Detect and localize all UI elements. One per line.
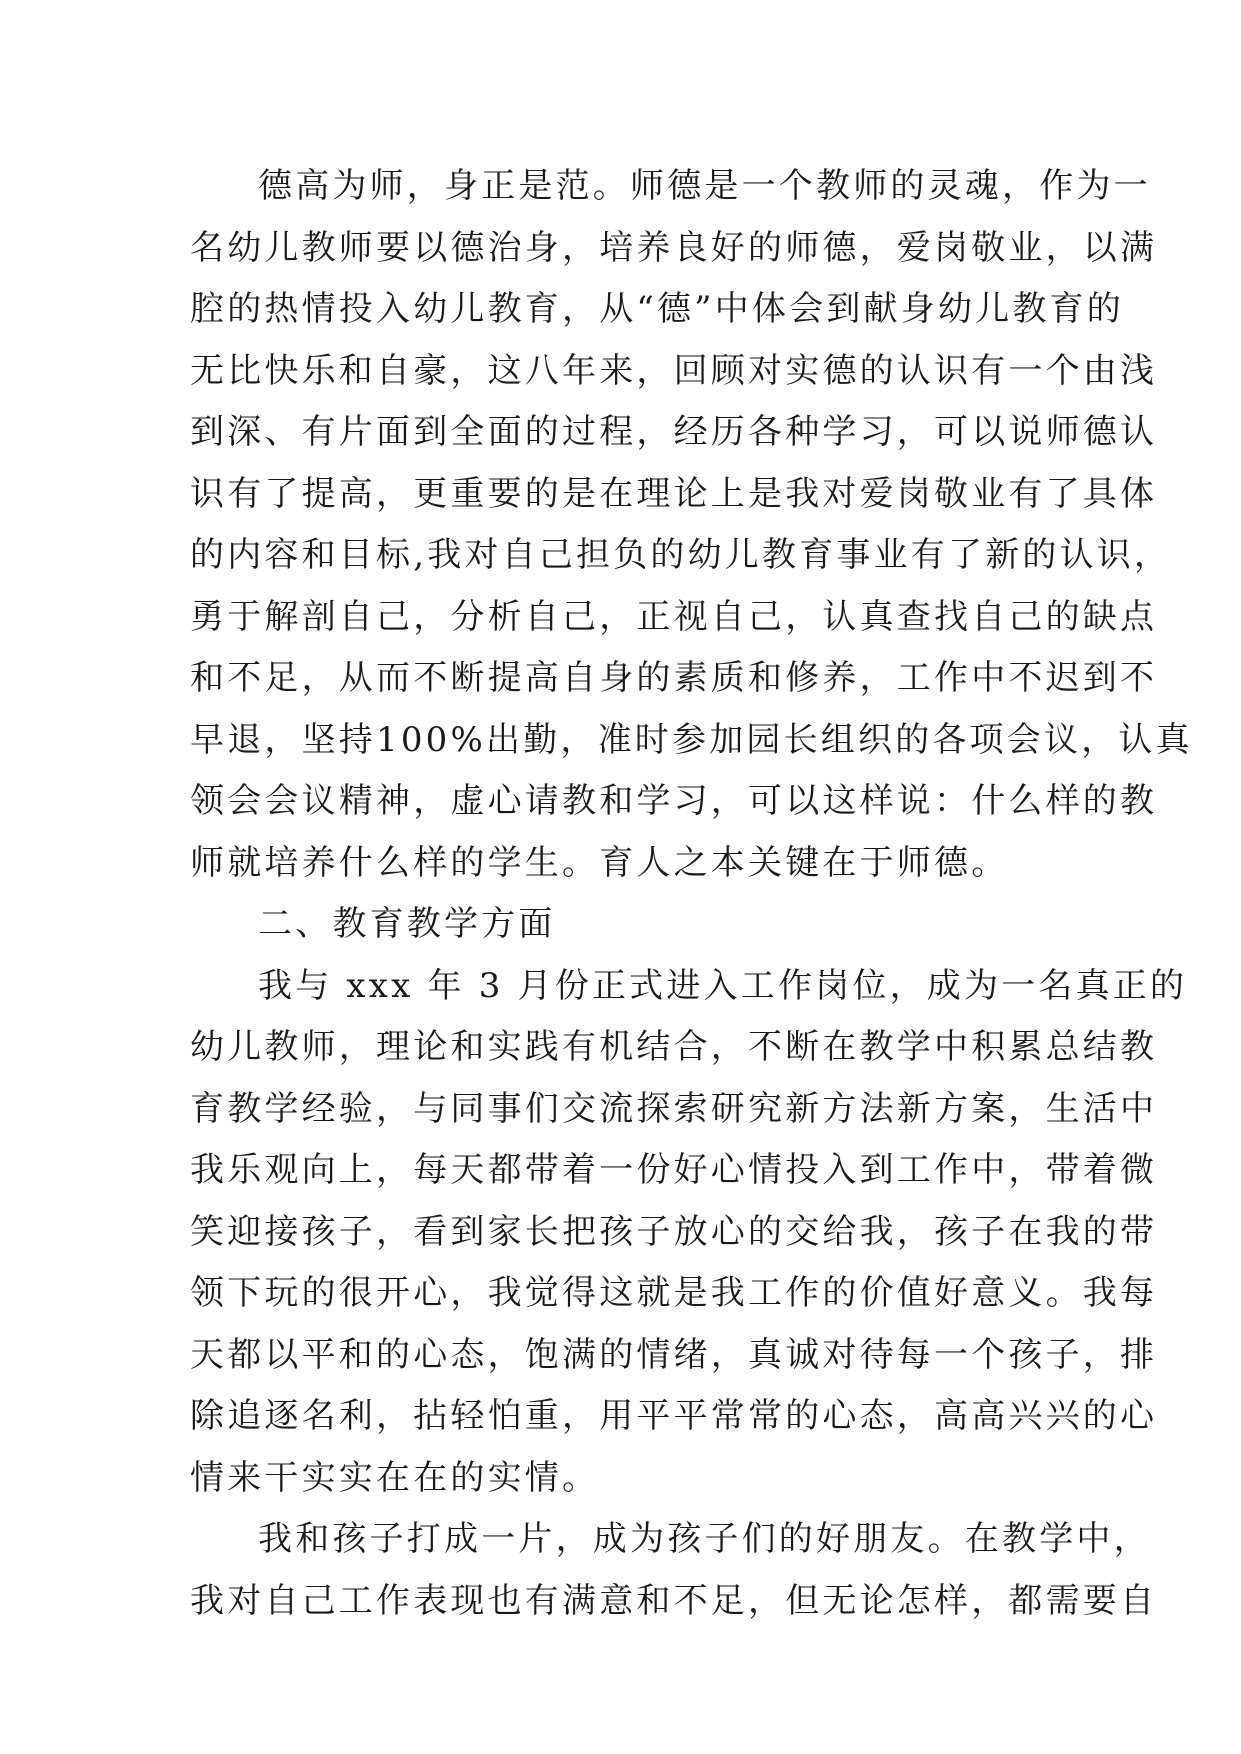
body-text xyxy=(190,156,1193,1632)
text-line: 无比快乐和自豪，这八年来，回顾对实德的认识有一个由浅 xyxy=(190,350,1158,391)
text-line: 我与 xxx 年 3 月份正式进入工作岗位，成为一名真正的 xyxy=(258,965,1188,1006)
text-line: 的内容和目标,我对自己担负的幼儿教育事业有了新的认识， xyxy=(190,535,1172,575)
text-line: 领下玩的很开心，我觉得这就是我工作的价值好意义。我每 xyxy=(190,1273,1158,1313)
text-line: 识有了提高，更重要的是在理论上是我对爱岗敬业有了具体 xyxy=(190,473,1158,514)
text-line: 早退，坚持100%出勤，准时参加园长组织的各项会议，认真 xyxy=(190,719,1193,760)
text-line: 德高为师，身正是范。师德是一个教师的灵魂，作为一 xyxy=(258,166,1151,206)
text-line: 腔的热情投入幼儿教育，从“德”中体会到献身幼儿教育的 xyxy=(190,289,1124,329)
text-line: 和不足，从而不断提高自身的素质和修养，工作中不迟到不 xyxy=(190,658,1158,698)
text-line: 育教学经验，与同事们交流探索研究新方法新方案，生活中 xyxy=(190,1088,1158,1129)
text-line: 名幼儿教师要以德治身，培养良好的师德，爱岗敬业，以满 xyxy=(190,227,1158,268)
text-line: 我乐观向上，每天都带着一份好心情投入到工作中，带着微 xyxy=(190,1150,1158,1190)
text-line: 除追逐名利，拈轻怕重，用平平常常的心态，高高兴兴的心 xyxy=(190,1396,1158,1436)
section-heading: 二、教育教学方面 xyxy=(258,904,556,944)
text-line: 我对自己工作表现也有满意和不足，但无论怎样，都需要自 xyxy=(190,1580,1158,1621)
text-line: 天都以平和的心态，饱满的情绪，真诚对待每一个孩子，排 xyxy=(190,1334,1158,1375)
text-line: 笑迎接孩子，看到家长把孩子放心的交给我，孩子在我的带 xyxy=(190,1211,1158,1252)
text-line: 我和孩子打成一片，成为孩子们的好朋友。在教学中， xyxy=(258,1519,1151,1559)
text-line: 勇于解剖自己，分析自己，正视自己，认真查找自己的缺点 xyxy=(190,596,1158,637)
text-line: 情来干实实在在的实情。 xyxy=(190,1457,600,1498)
text-line: 领会会议精神，虚心请教和学习，可以这样说：什么样的教 xyxy=(190,781,1158,821)
text-line: 师就培养什么样的学生。育人之本关键在于师德。 xyxy=(190,842,1009,883)
text-line: 幼儿教师，理论和实践有机结合，不断在教学中积累总结教 xyxy=(190,1027,1158,1067)
text-line: 到深、有片面到全面的过程，经历各种学习，可以说师德认 xyxy=(190,412,1158,452)
